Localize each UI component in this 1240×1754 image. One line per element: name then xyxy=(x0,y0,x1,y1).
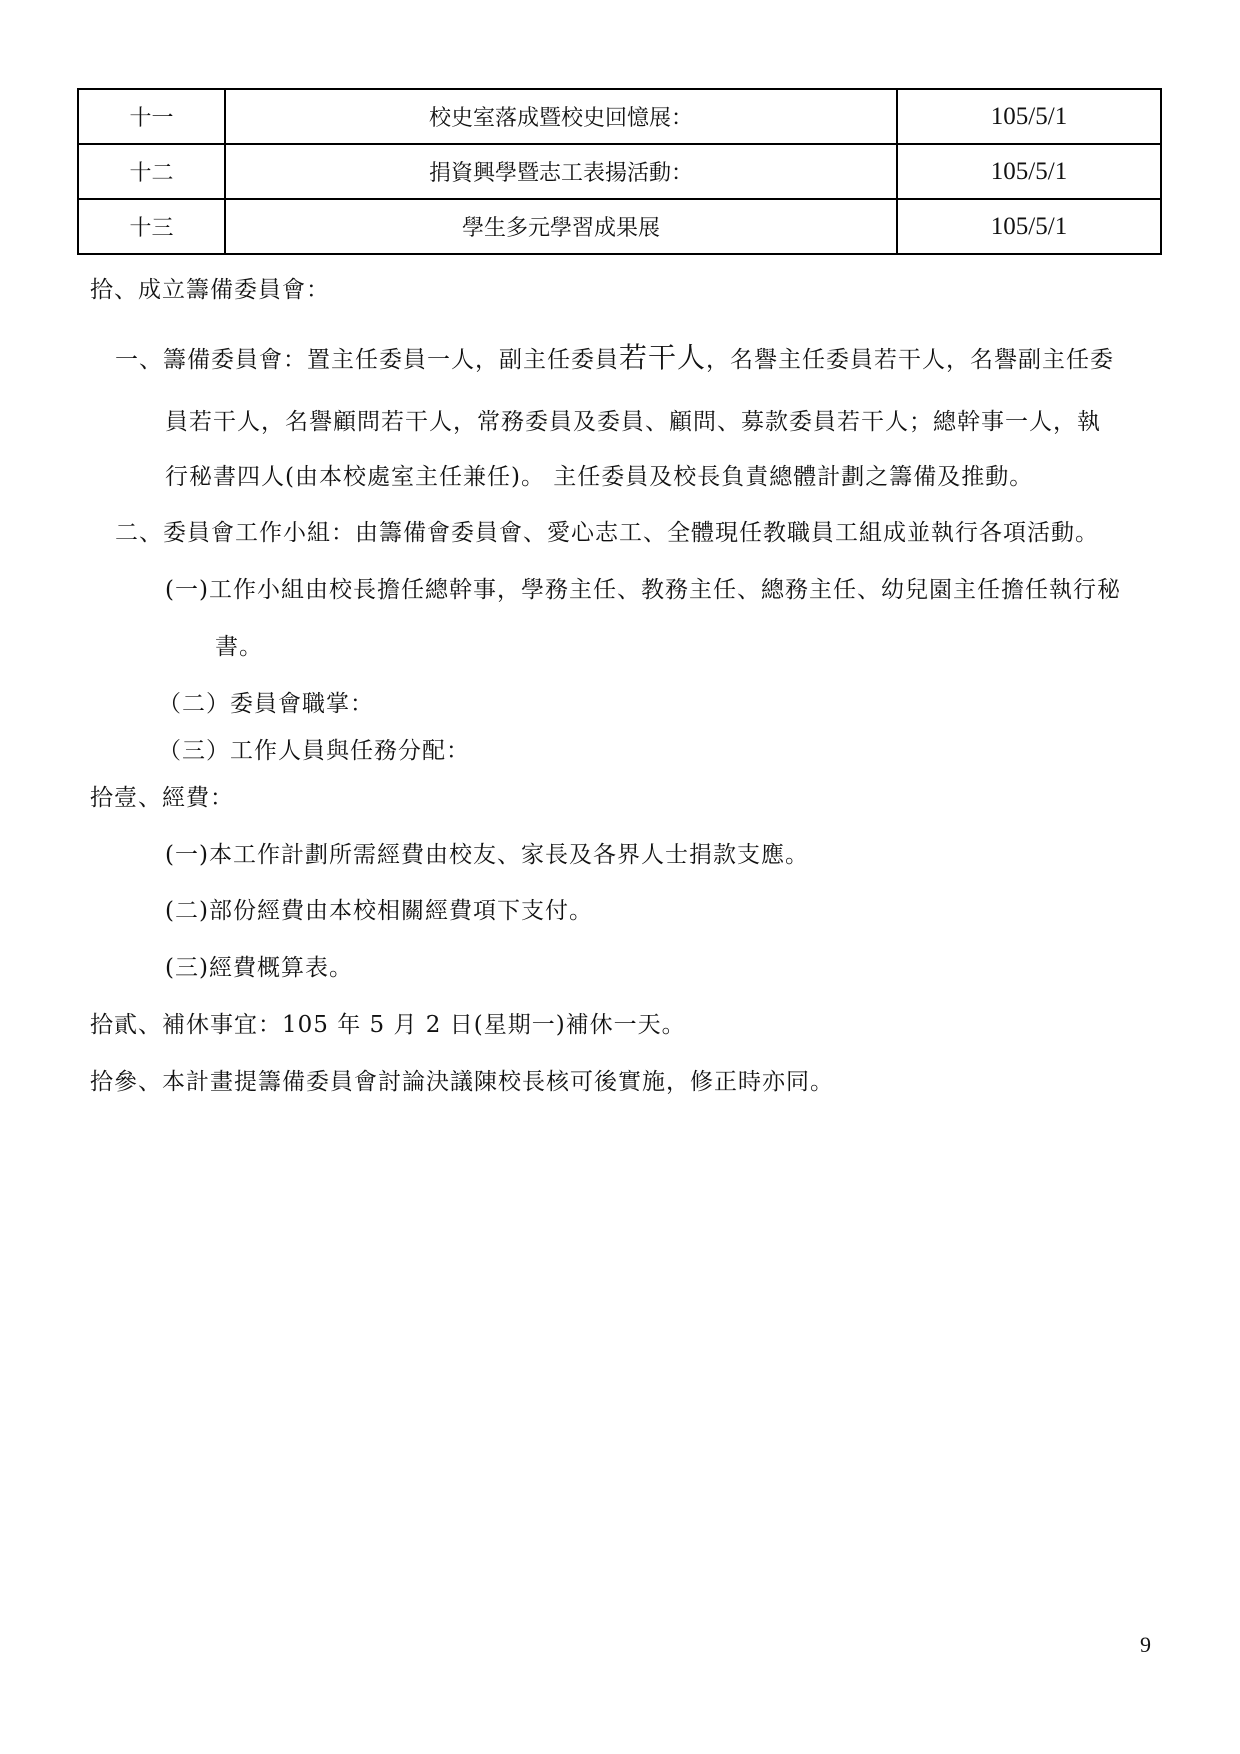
working-group-sub-2: （二）委員會職掌： xyxy=(158,691,374,717)
committee-paragraph-line-3: 行秘書四人(由本校處室主任兼任)。 主任委員及校長負責總體計劃之籌備及推動。 xyxy=(165,464,1034,490)
committee-text: ，名譽主任委員若干人，名譽副主任委 xyxy=(706,347,1115,373)
working-group-sub-1-line-1: (一)工作小組由校長擔任總幹事，學務主任、教務主任、總務主任、幼兒園主任擔任執行秘 xyxy=(165,577,1121,603)
schedule-table xyxy=(77,88,1162,255)
activity-name: 捐資興學暨志工表揚活動： xyxy=(225,144,897,199)
table-row xyxy=(78,89,1161,144)
activity-date: 105/5/1 xyxy=(897,199,1161,254)
page-number: 9 xyxy=(1140,1632,1151,1657)
working-group-sub-3: （三）工作人員與任務分配： xyxy=(158,738,470,764)
row-number: 十二 xyxy=(78,144,225,199)
budget-item-1: (一)本工作計劃所需經費由校友、家長及各界人士捐款支應。 xyxy=(165,842,809,868)
activity-name: 校史室落成暨校史回憶展： xyxy=(225,89,897,144)
section-10-heading: 拾、成立籌備委員會： xyxy=(90,277,330,303)
working-group-sub-1-line-2: 書。 xyxy=(215,634,263,660)
budget-item-3: (三)經費概算表。 xyxy=(165,955,353,981)
row-number: 十一 xyxy=(78,89,225,144)
activity-date: 105/5/1 xyxy=(897,144,1161,199)
budget-item-2: (二)部份經費由本校相關經費項下支付。 xyxy=(165,898,593,924)
section-12: 拾貳、補休事宜：105 年 5 月 2 日(星期一)補休一天。 xyxy=(90,1012,686,1038)
activity-date: 105/5/1 xyxy=(897,89,1161,144)
table-row xyxy=(78,144,1161,199)
committee-paragraph-line-1 xyxy=(115,343,1114,375)
committee-text: 一、籌備委員會：置主任委員一人，副主任委員 xyxy=(115,347,619,373)
committee-paragraph-line-2: 員若干人，名譽顧問若干人，常務委員及委員、顧問、募款委員若干人；總幹事一人，執 xyxy=(165,409,1101,435)
committee-text-emphasis: 若干人 xyxy=(619,341,707,374)
section-11-heading: 拾壹、經費： xyxy=(90,785,234,811)
working-group-paragraph: 二、委員會工作小組：由籌備會委員會、愛心志工、全體現任教職員工組成並執行各項活動。 xyxy=(115,520,1099,546)
table-row xyxy=(78,199,1161,254)
activity-name: 學生多元學習成果展 xyxy=(225,199,897,254)
section-13: 拾參、本計畫提籌備委員會討論決議陳校長核可後實施，修正時亦同。 xyxy=(90,1069,834,1095)
row-number: 十三 xyxy=(78,199,225,254)
